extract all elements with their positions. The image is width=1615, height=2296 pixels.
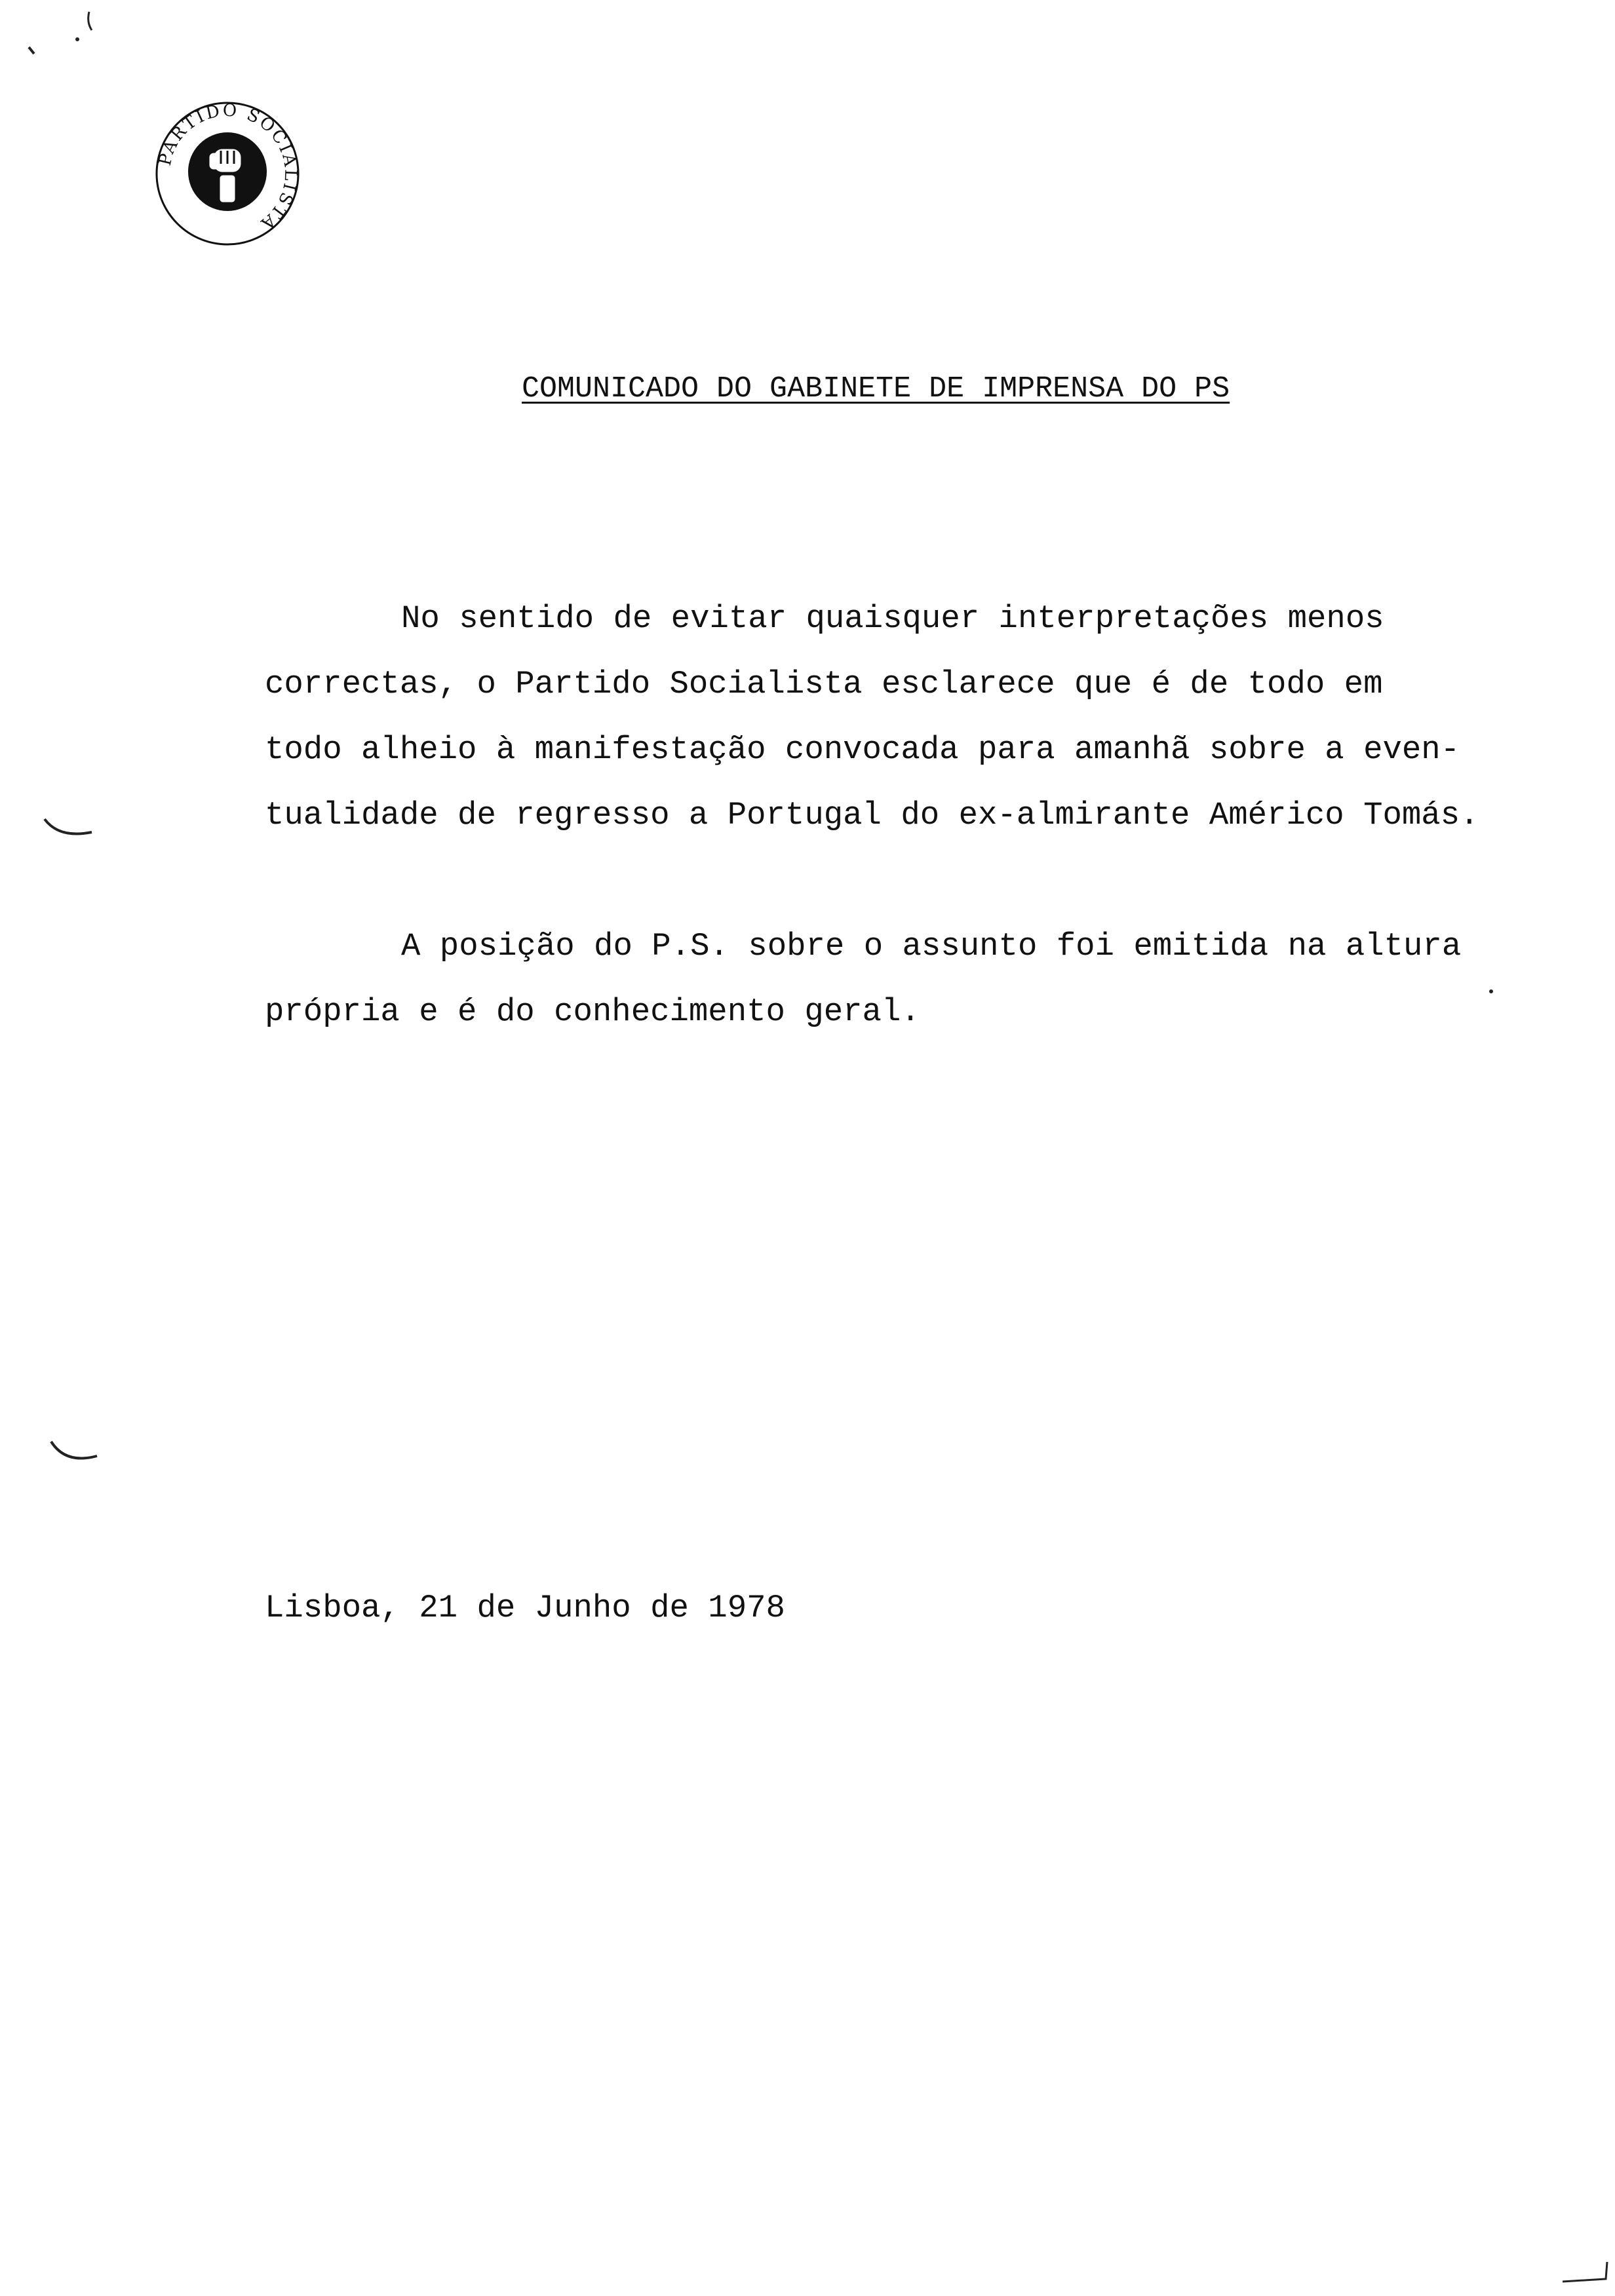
punch-mark-upper	[39, 813, 98, 852]
page-title: COMUNICADO DO GABINETE DE IMPRENSA DO PS	[522, 372, 1230, 406]
paragraph1-line-2: correctas, o Partido Socialista esclarece que é de todo em	[265, 666, 1383, 702]
dateline: Lisboa, 21 de Junho de 1978	[265, 1590, 785, 1626]
logo-ring-text: PARTIDO SOCIALISTA	[155, 100, 301, 235]
paragraph1-line-3: todo alheio à manifestação convocada para amanhã sobre a even-	[265, 731, 1460, 768]
corner-scribble	[24, 7, 96, 59]
speck	[1489, 989, 1493, 993]
paragraph2-line-1: A posição do P.S. sobre o assunto foi emitida na altura	[401, 928, 1462, 965]
corner-mark-bottom	[1560, 2254, 1612, 2287]
paragraph1-line-4: tualidade de regresso a Portugal do ex-almirante Américo Tomás.	[265, 797, 1479, 833]
party-logo	[152, 98, 303, 249]
punch-mark-lower	[46, 1435, 105, 1481]
paragraph1-line-1: No sentido de evitar quaisquer interpretações menos	[401, 600, 1384, 637]
paragraph2-line-2: própria e é do conhecimento geral.	[265, 993, 920, 1030]
fist-icon	[152, 98, 303, 249]
